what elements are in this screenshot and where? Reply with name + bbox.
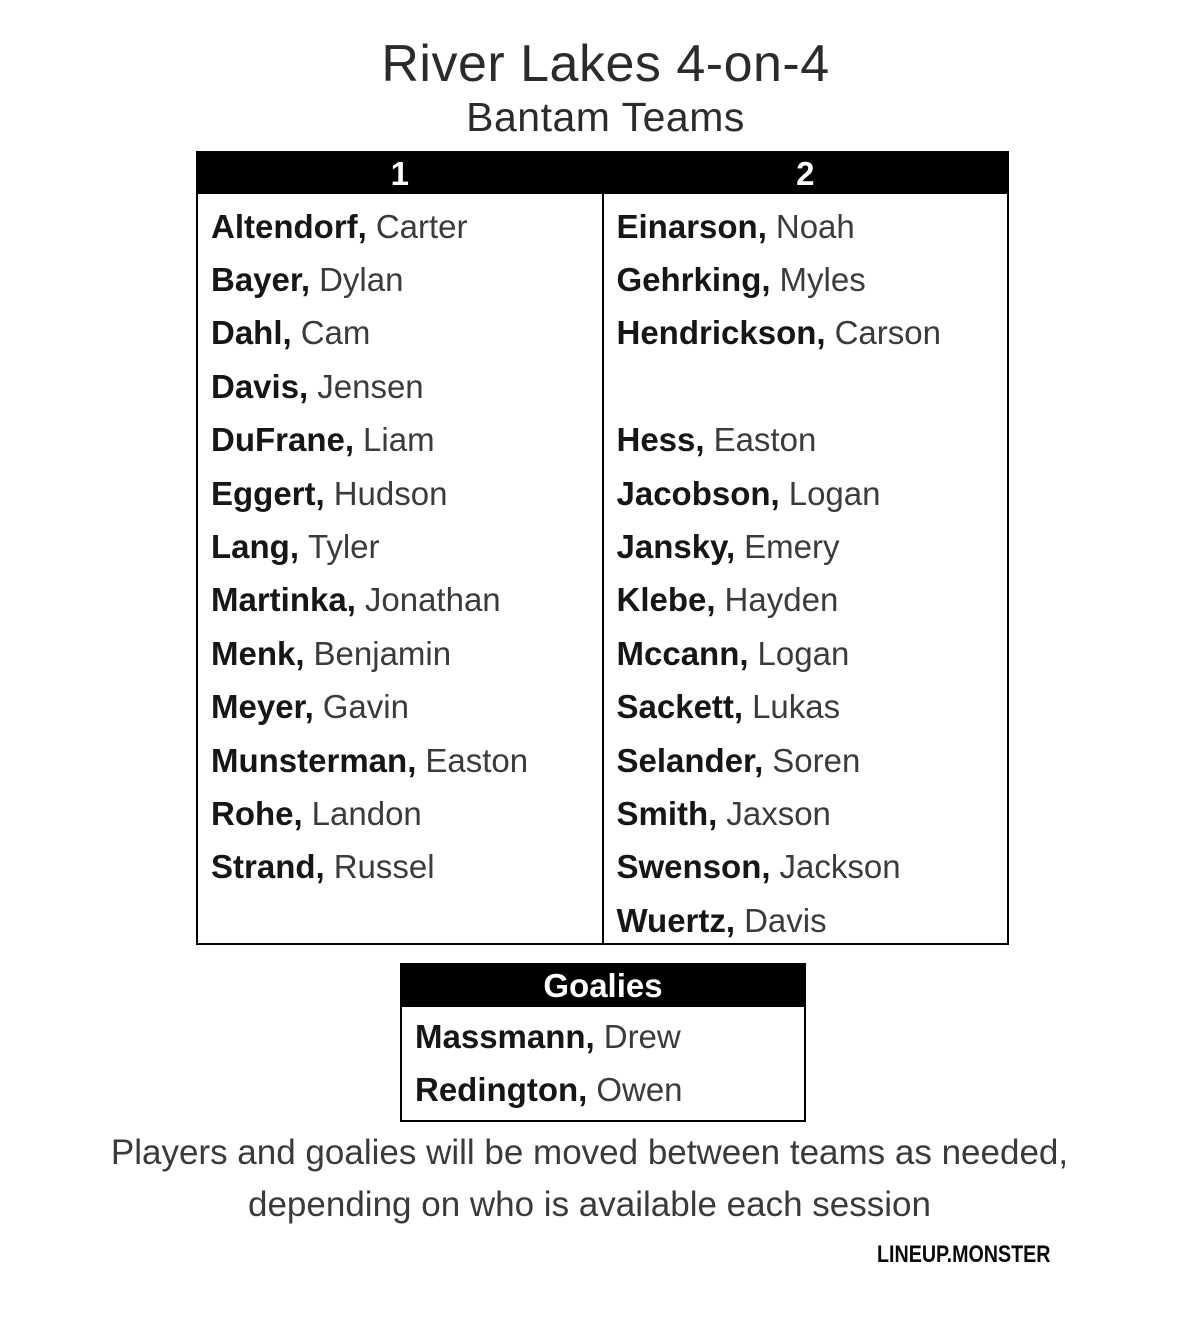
player-first-name: Benjamin [313,634,452,672]
player-first-name: Jonathan [364,581,501,619]
player-row [211,253,596,306]
player-last-name: Smith, [616,794,718,832]
roster-note-line-1: Players and goalies will be moved between teams as needed, [110,1133,1069,1172]
player-row [617,787,1002,840]
player-first-name: Jensen [317,367,424,405]
player-last-name: Mccann, [616,634,749,672]
player-last-name: Massmann, [415,1017,595,1055]
player-last-name: Swenson, [616,848,771,886]
player-last-name: Jansky, [616,528,736,566]
player-row [211,627,596,680]
player-row [211,574,596,627]
player-row [617,574,1002,627]
player-first-name: Jaxson [726,794,831,832]
player-first-name: Cam [300,314,371,352]
team-column-2 [602,153,1008,943]
player-row [617,627,1002,680]
player-last-name: Davis, [211,367,309,405]
player-last-name: Menk, [211,634,305,672]
player-row [211,414,596,467]
player-last-name: Einarson, [616,207,767,245]
player-first-name: Tyler [308,528,380,566]
player-row [617,734,1002,787]
player-last-name: Jacobson, [616,474,780,512]
player-row [617,681,1002,734]
team-2-header: 2 [604,153,1008,194]
player-first-name: Landon [311,794,422,832]
player-row [617,360,1002,413]
player-first-name: Easton [425,741,529,779]
player-row [617,200,1002,253]
player-last-name: Sackett, [616,688,744,726]
player-row [617,520,1002,573]
player-first-name: Carson [834,314,941,352]
roster-note-line-2: depending on who is available each session [248,1185,931,1224]
player-last-name: Klebe, [616,581,716,619]
player-row [211,734,596,787]
player-first-name: Emery [744,528,840,566]
team-1-player-list [198,194,602,943]
player-last-name: Altendorf, [211,207,367,245]
player-last-name: DuFrane, [211,421,355,459]
player-last-name: Hendrickson, [616,314,826,352]
player-first-name: Davis [744,901,827,939]
player-last-name: Strand, [211,848,325,886]
player-row [211,787,596,840]
player-last-name: Wuertz, [616,901,736,939]
player-first-name: Hayden [724,581,839,619]
player-last-name: Selander, [616,741,764,779]
player-last-name: Martinka, [211,581,356,619]
team-1-header: 1 [198,153,602,194]
teams-table [196,151,1009,945]
player-row [211,307,596,360]
player-row [211,681,596,734]
player-row [617,253,1002,306]
player-row [211,520,596,573]
player-row [617,467,1002,520]
player-last-name: Hess, [616,421,705,459]
player-row [617,894,1002,943]
player-first-name: Jackson [779,848,901,886]
player-last-name: Redington, [415,1071,588,1109]
team-column-1 [198,153,602,943]
player-last-name: Meyer, [211,688,314,726]
player-first-name: Logan [757,634,850,672]
player-first-name: Easton [713,421,817,459]
player-first-name: Owen [596,1071,683,1109]
goalies-table [400,963,806,1122]
player-first-name: Soren [772,741,861,779]
player-row [415,1063,798,1116]
player-first-name: Logan [788,474,881,512]
player-row [415,1010,798,1063]
player-last-name: Eggert, [211,474,325,512]
player-first-name: Russel [333,848,435,886]
player-row [617,414,1002,467]
player-last-name: Dahl, [211,314,292,352]
player-last-name: Munsterman, [211,741,417,779]
goalies-player-list [402,1007,804,1120]
player-row [211,841,596,894]
page-subtitle: Bantam Teams [466,94,745,140]
goalies-header: Goalies [402,965,804,1007]
player-row [617,841,1002,894]
player-row [211,200,596,253]
player-first-name: Lukas [752,688,841,726]
player-last-name: Gehrking, [616,261,771,299]
player-first-name: Myles [779,261,866,299]
player-row [211,360,596,413]
page-title: River Lakes 4-on-4 [381,35,830,93]
player-last-name: Rohe, [211,794,303,832]
roster-note [0,1127,1179,1231]
brand-logo: LINEUP.MONSTER [877,1241,1051,1268]
player-first-name: Liam [363,421,435,459]
player-first-name: Drew [603,1017,681,1055]
player-row [211,467,596,520]
player-first-name: Gavin [322,688,409,726]
player-last-name: Lang, [211,528,299,566]
player-last-name: Bayer, [211,261,311,299]
player-first-name: Dylan [319,261,404,299]
player-row [617,307,1002,360]
player-first-name: Noah [775,207,855,245]
player-first-name: Hudson [333,474,448,512]
team-2-player-list [604,194,1008,943]
player-first-name: Carter [375,207,468,245]
